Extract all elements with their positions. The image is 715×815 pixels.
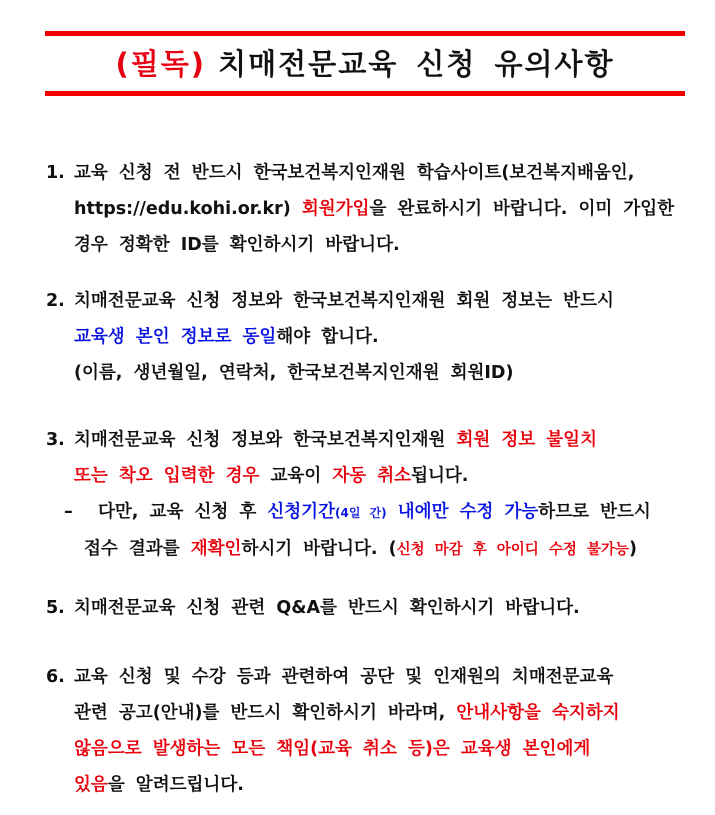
highlight-mismatch: 회원 정보 불일치 [456,430,597,450]
highlight-editable: 내에만 수정 가능 [386,502,539,522]
highlight-wrong-input: 또는 착오 입력한 경우 [74,466,260,486]
item-text: https://edu.kohi.or.kr) [74,199,302,219]
item-text: 치매전문교육 신청 정보와 한국보건복지인재원 회원 정보는 반드시 [74,291,614,311]
highlight-same-info: 교육생 본인 정보로 동일 [74,327,277,347]
item-text: 을 완료하시기 바랍니다. 이미 가입한 [369,199,675,219]
highlight-no-id-change: 신청 마감 후 아이디 수정 불가능 [396,542,629,558]
item-text: 하므로 반드시 [538,502,651,522]
notice-item-2 [46,283,691,391]
item-text: 않음으로 발생하는 모든 책임(교육 취소 등)은 교육생 본인에게 [74,739,591,759]
highlight-auto-cancel: 자동 취소 [332,466,412,486]
item-text: 해야 합니다. [276,327,379,347]
item-text: 접수 결과를 [84,539,191,559]
notice-item-1 [46,155,691,263]
title-text: 치매전문교육 신청 유의사항 [218,47,615,81]
title-tag: (필독) [115,47,207,81]
item-text: 치매전문교육 신청 정보와 한국보건복지인재원 [74,430,457,450]
highlight-recheck: 재확인 [190,539,242,559]
item-text: 관련 공고(안내)를 반드시 확인하시기 바라며, [74,703,457,723]
item-text: 하시기 바랍니다. ( [241,539,397,559]
item-number: 6. [46,667,65,687]
highlight-exists: 있음 [74,775,108,795]
notice-item-3 [46,422,691,568]
item-text: (이름, 생년월일, 연락처, 한국보건복지인재원 회원ID) [74,363,514,383]
highlight-responsibility [46,731,691,767]
highlight-signup: 회원가입 [301,199,370,219]
item-text: 다만, 교육 신청 후 [98,502,268,522]
dash-bullet: – [64,502,73,522]
item-number: 3. [46,430,65,450]
item-text: 교육 신청 전 반드시 한국보건복지인재원 학습사이트(보건복지배움인, [74,163,635,183]
header-rule-bottom [45,91,685,96]
item-number: 1. [46,163,65,183]
highlight-read-notice: 안내사항을 숙지하지 [456,703,620,723]
highlight-period: 신청기간 [267,502,335,522]
item-text: 을 알려드립니다. [107,775,244,795]
item-text: 경우 정확한 ID를 확인하시기 바랍니다. [74,235,400,255]
page-title [45,44,685,84]
item-text: 교육이 [259,466,333,486]
notice-item-5 [46,590,691,626]
header-rule-top [45,31,685,36]
notice-item-6 [46,659,691,803]
item-text: 됩니다. [411,466,469,486]
item-number: 5. [46,598,65,618]
highlight-period-days: (4일 간) [334,506,387,520]
item-text: 치매전문교육 신청 관련 Q&A를 반드시 확인하시기 바랍니다. [74,598,580,618]
item-text: ) [628,539,637,559]
item-number: 2. [46,291,65,311]
item-text: 교육 신청 및 수강 등과 관련하여 공단 및 인재원의 치매전문교육 [74,667,614,687]
